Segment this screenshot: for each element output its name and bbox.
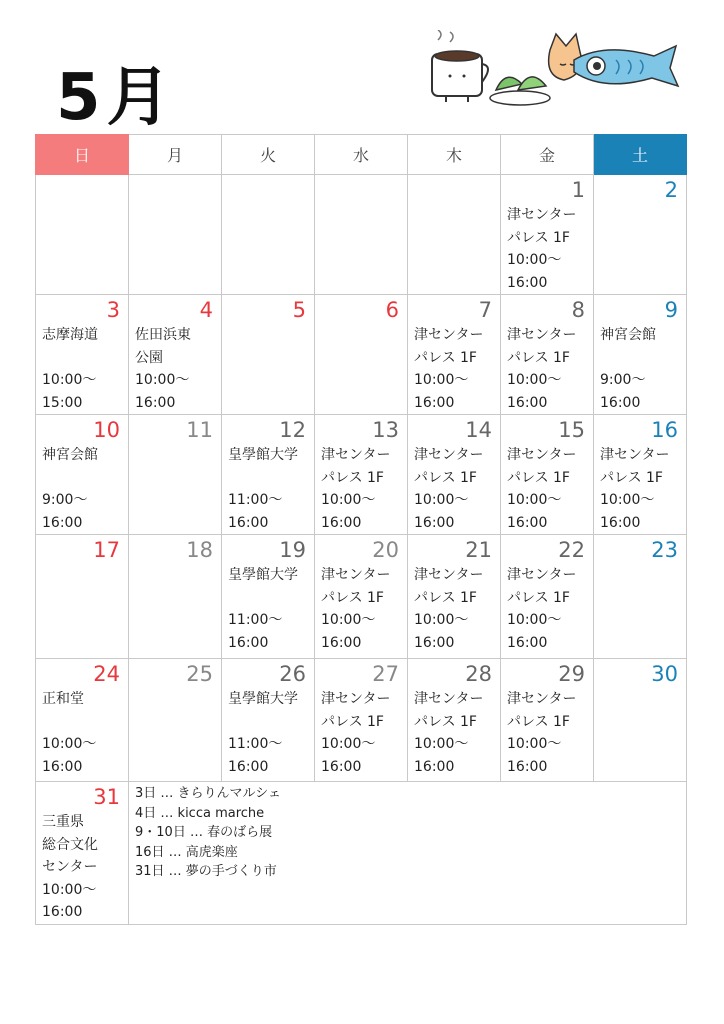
event-text: 津センター パレス 1F 10:00〜 16:00	[321, 691, 391, 775]
weekday-thu: 木	[408, 135, 501, 175]
day-cell	[129, 175, 222, 295]
day-cell	[222, 415, 315, 535]
event-text: 神宮会館 9:00〜 16:00	[42, 447, 98, 531]
event-text	[315, 323, 407, 324]
note-item: 3日 … きらりんマルシェ	[135, 786, 281, 801]
event-text: 正和堂 10:00〜 16:00	[42, 691, 97, 775]
week-row	[36, 295, 687, 415]
week-row	[36, 659, 687, 782]
day-number: 19	[279, 538, 306, 562]
day-number: 3	[106, 298, 120, 322]
event-text	[594, 563, 686, 564]
event-text	[594, 687, 686, 688]
day-cell	[594, 175, 687, 295]
note-item: 9・10日 … 春のばら展	[135, 825, 273, 840]
day-cell	[129, 535, 222, 659]
day-cell	[501, 659, 594, 782]
day-cell	[36, 295, 129, 415]
event-text	[315, 177, 407, 178]
day-cell	[222, 295, 315, 415]
day-cell	[222, 175, 315, 295]
event-text: 津センター パレス 1F 10:00〜 16:00	[507, 207, 577, 291]
week-row	[36, 415, 687, 535]
day-cell	[36, 659, 129, 782]
day-number: 8	[571, 298, 585, 322]
day-cell	[222, 535, 315, 659]
week-row	[36, 782, 687, 925]
event-text: 志摩海道 10:00〜 15:00	[42, 327, 98, 411]
day-cell	[222, 659, 315, 782]
event-text: 佐田浜東 公園 10:00〜 16:00	[135, 327, 191, 411]
day-cell	[594, 415, 687, 535]
day-number: 22	[558, 538, 585, 562]
day-cell	[501, 295, 594, 415]
kashiwa-mochi-icon	[490, 77, 550, 105]
day-number: 10	[93, 418, 120, 442]
day-cell	[315, 415, 408, 535]
week-row	[36, 175, 687, 295]
event-text: 津センター パレス 1F 10:00〜 16:00	[414, 567, 484, 651]
weekday-sat: 土	[594, 135, 687, 175]
event-text	[129, 177, 221, 178]
day-cell	[315, 175, 408, 295]
day-number: 4	[199, 298, 213, 322]
event-text: 津センター パレス 1F 10:00〜 16:00	[507, 327, 577, 411]
day-number: 20	[372, 538, 399, 562]
day-number: 26	[279, 662, 306, 686]
day-cell	[408, 535, 501, 659]
day-number: 2	[664, 178, 678, 202]
event-text	[36, 177, 128, 178]
event-text	[129, 563, 221, 564]
day-number: 6	[385, 298, 399, 322]
calendar-grid	[35, 134, 687, 925]
day-number: 11	[186, 418, 213, 442]
weekday-tue: 火	[222, 135, 315, 175]
day-cell	[408, 415, 501, 535]
day-number: 28	[465, 662, 492, 686]
event-text: 神宮会館 9:00〜 16:00	[600, 327, 656, 411]
day-cell	[36, 782, 129, 925]
day-cell	[594, 295, 687, 415]
day-number: 30	[651, 662, 678, 686]
day-cell	[129, 295, 222, 415]
day-cell	[315, 659, 408, 782]
event-text: 津センター パレス 1F 10:00〜 16:00	[507, 567, 577, 651]
day-number: 13	[372, 418, 399, 442]
coffee-cup-icon	[432, 30, 488, 102]
day-cell	[501, 535, 594, 659]
event-text: 津センター パレス 1F 10:00〜 16:00	[321, 447, 391, 531]
event-text: 津センター パレス 1F 10:00〜 16:00	[507, 691, 577, 775]
day-cell	[501, 175, 594, 295]
month-title: 5月	[56, 61, 177, 135]
event-text	[408, 177, 500, 178]
weekday-header-row	[36, 135, 687, 175]
event-text: 津センター パレス 1F 10:00〜 16:00	[414, 327, 484, 411]
day-cell	[36, 415, 129, 535]
day-number: 23	[651, 538, 678, 562]
day-number: 18	[186, 538, 213, 562]
day-cell	[315, 535, 408, 659]
day-number: 15	[558, 418, 585, 442]
day-number: 21	[465, 538, 492, 562]
event-text	[222, 177, 314, 178]
day-cell	[36, 535, 129, 659]
event-text	[222, 323, 314, 324]
day-number: 29	[558, 662, 585, 686]
day-number: 7	[478, 298, 492, 322]
event-text: 津センター パレス 1F 10:00〜 16:00	[507, 447, 577, 531]
day-number: 25	[186, 662, 213, 686]
event-text	[594, 203, 686, 204]
day-cell	[129, 415, 222, 535]
day-number: 16	[651, 418, 678, 442]
day-cell	[36, 175, 129, 295]
weekday-wed: 水	[315, 135, 408, 175]
koinobori-icon	[574, 46, 678, 86]
event-notes	[129, 782, 686, 882]
day-number: 1	[571, 178, 585, 202]
day-cell	[594, 535, 687, 659]
event-text: 津センター パレス 1F 10:00〜 16:00	[600, 447, 670, 531]
note-item: 16日 … 高虎楽座	[135, 844, 238, 860]
day-cell	[408, 295, 501, 415]
day-cell	[315, 295, 408, 415]
event-text: 皇學館大学 11:00〜 16:00	[228, 691, 298, 775]
event-text: 津センター パレス 1F 10:00〜 16:00	[414, 691, 484, 775]
day-number: 9	[664, 298, 678, 322]
weekday-fri: 金	[501, 135, 594, 175]
event-text	[129, 443, 221, 444]
week-row	[36, 535, 687, 659]
day-number: 12	[279, 418, 306, 442]
day-cell	[408, 659, 501, 782]
day-cell	[594, 659, 687, 782]
day-number: 14	[465, 418, 492, 442]
day-number: 17	[93, 538, 120, 562]
note-item: 31日 … 夢の手づくり市	[135, 864, 277, 879]
weekday-mon: 月	[129, 135, 222, 175]
day-cell	[408, 175, 501, 295]
event-text	[129, 687, 221, 688]
event-text: 皇學館大学 11:00〜 16:00	[228, 567, 298, 651]
note-item: 4日 … kicca marche	[135, 805, 265, 821]
event-text: 皇學館大学 11:00〜 16:00	[228, 447, 298, 531]
event-text: 三重県 総合文化 センター 10:00〜 16:00	[42, 814, 98, 920]
day-cell	[129, 659, 222, 782]
koinobori-illustration	[424, 30, 684, 110]
event-text	[36, 563, 128, 564]
event-text: 津センター パレス 1F 10:00〜 16:00	[414, 447, 484, 531]
weekday-sun: 日	[36, 135, 129, 175]
notes-cell	[129, 782, 687, 925]
day-cell	[501, 415, 594, 535]
day-number: 27	[372, 662, 399, 686]
day-number: 5	[292, 298, 306, 322]
day-number: 31	[93, 785, 120, 809]
day-number: 24	[93, 662, 120, 686]
event-text: 津センター パレス 1F 10:00〜 16:00	[321, 567, 391, 651]
